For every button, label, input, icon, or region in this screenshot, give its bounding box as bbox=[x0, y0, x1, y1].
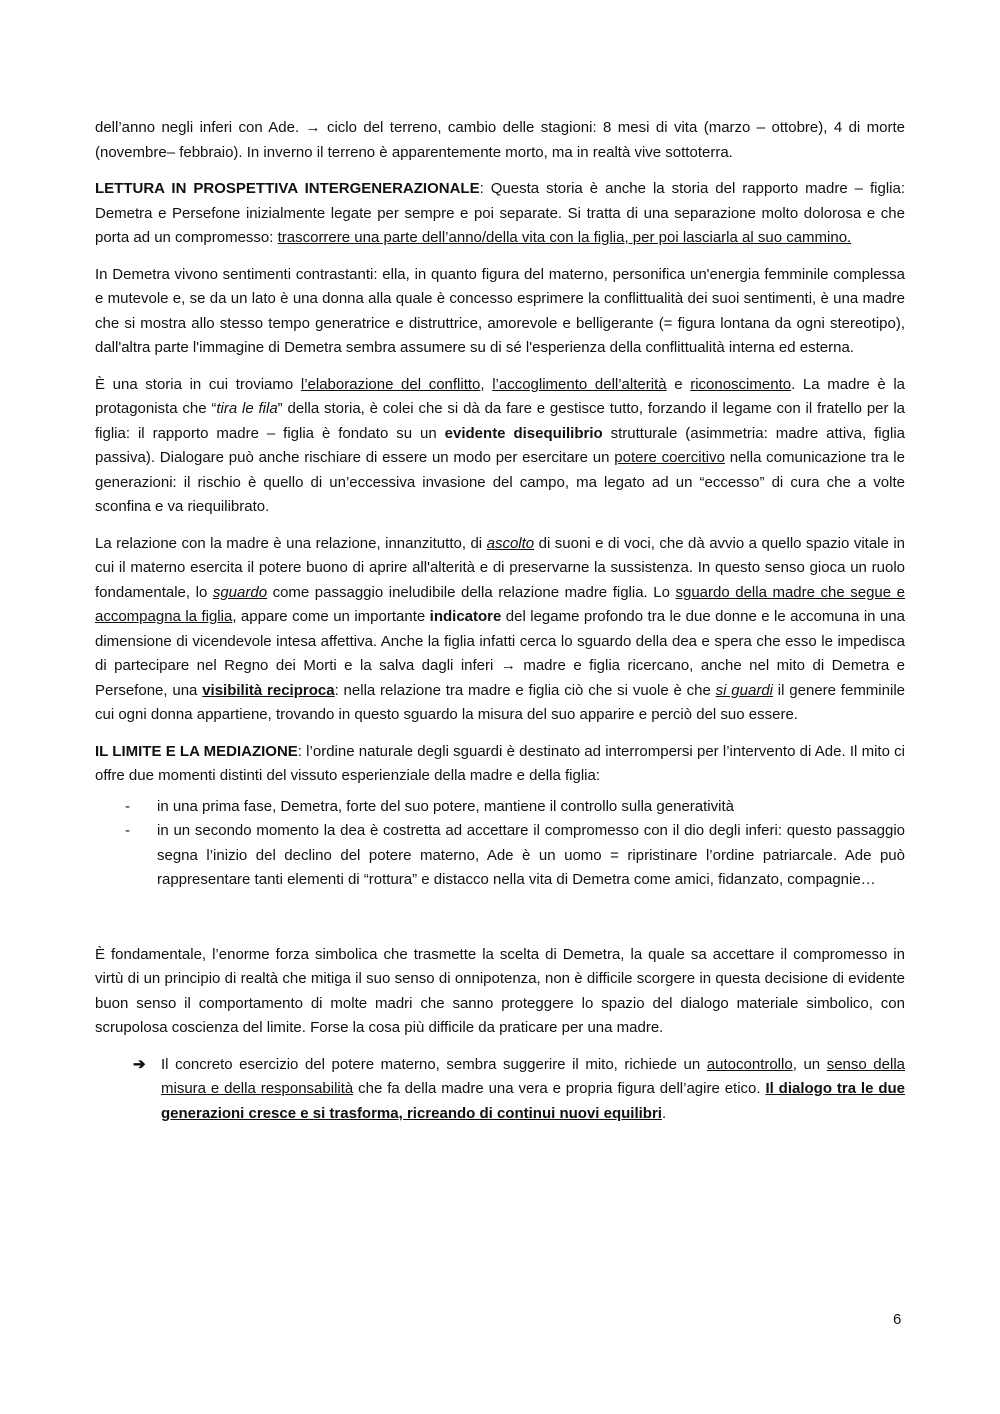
text: . La madre è la protagonista che “ bbox=[95, 375, 905, 417]
text: e bbox=[666, 375, 691, 393]
text: ” della storia, è colei che si dà da fare e gestisce tutto, forzando il legame con il fratello per la figlia: il rapporto madre – figlia è fondato su un bbox=[95, 400, 905, 442]
arrow-bullet-item bbox=[95, 1053, 905, 1127]
underlined-bold-text: Il dialogo tra le due generazioni cresce e si trasforma, ricreando di continui nuovi equilibri bbox=[161, 1080, 905, 1122]
underlined-italic-text: ascolto bbox=[486, 534, 535, 552]
text: È fondamentale, l’enorme forza simbolica che trasmette la scelta di Demetra, la quale sa accettare il compromesso in virtù di un principio di realtà che mitiga il suo senso di onnipotenza, non è difficile scorgere in questa decisione di evidente buon senso il comportamento di molte madri che sanno proteggere lo spazio del dialogo materiale simbolico, con scrupolosa coscienza del limite. Forse la cosa più difficile da praticare per una madre. bbox=[95, 945, 905, 1036]
underlined-text: trascorrere una parte dell’anno/della vita con la figlia, per poi lasciarla al suo cammino. bbox=[277, 229, 852, 246]
text: . bbox=[661, 1104, 667, 1122]
text: ciclo del terreno, cambio delle stagioni: 8 mesi di vita (marzo – ottobre), 4 di morte (novembre– febbraio). In inverno il terreno è apparentemente morto, ma in realtà vive sottoterra. bbox=[95, 119, 906, 161]
text: La relazione con la madre è una relazione, innanzitutto, di bbox=[95, 534, 487, 552]
text: In Demetra vivono sentimenti contrastanti: ella, in quanto figura del materno, personifica un'energia femminile complessa e mutevole e, se da un lato è una donna alla quale è concesso esprimere la conflittualità dei suoi sentimenti, è una madre che si mostra allo stesso tempo generatrice e distruttrice, amorevole e belligerante (= figura lontana da ogni stereotipo), dall'altra parte l'immagine di Demetra sembra assumere su di sé l'esperienza della conflittualità interna ed esterna. bbox=[95, 265, 905, 356]
text: che fa della madre una vera e propria figura dell’agire etico. bbox=[353, 1080, 766, 1097]
text: strutturale (asimmetria: madre attiva, figlia passiva). Dialogare può anche rischiare di essere un modo per esercitare un bbox=[95, 424, 905, 466]
document-page bbox=[95, 116, 905, 1126]
paragraph-demetra-feelings bbox=[95, 263, 905, 361]
text: : nella relazione tra madre e figlia ciò che si vuole è che bbox=[334, 681, 716, 699]
arrow-icon: → bbox=[500, 657, 516, 674]
phase-list bbox=[95, 795, 905, 893]
list-item-text: in una prima fase, Demetra, forte del suo potere, mantiene il controllo sulla generatività bbox=[157, 797, 734, 815]
text: , appare come un importante bbox=[232, 608, 430, 625]
paragraph-symbolic-force bbox=[95, 943, 905, 1041]
arrow-bullet-icon: ➔ bbox=[133, 1055, 146, 1073]
italic-text: tira le fila bbox=[216, 400, 278, 417]
dash-bullet: - bbox=[125, 822, 130, 839]
underlined-text: senso della misura e della responsabilità bbox=[161, 1055, 905, 1097]
text: come passaggio ineludibile della relazione madre figlia. Lo bbox=[267, 583, 676, 601]
text: È una storia in cui troviamo bbox=[95, 375, 301, 393]
text: nella comunicazione tra le generazioni: il rischio è quello di un’eccessiva invasione del campo, ma legato ad un “eccesso” di cura che a volte sconfina e va riequilibrato. bbox=[95, 449, 905, 515]
section-heading: IL LIMITE E LA MEDIAZIONE bbox=[95, 742, 298, 760]
bold-text: indicatore bbox=[429, 608, 502, 625]
spacer bbox=[95, 893, 905, 943]
underlined-text: l’accoglimento dell’alterità bbox=[492, 375, 667, 393]
list-item bbox=[95, 795, 905, 820]
text: madre e figlia ricercano, anche nel mito di Demetra e Persefone, una bbox=[95, 657, 905, 699]
section-heading: LETTURA IN PROSPETTIVA INTERGENERAZIONALE bbox=[95, 180, 480, 197]
underlined-text: sguardo della madre che segue e accompagna la figlia bbox=[95, 583, 905, 625]
paragraph-intergenerational bbox=[95, 177, 905, 251]
page-number: 6 bbox=[893, 1311, 902, 1328]
paragraph-gaze bbox=[95, 532, 905, 728]
underlined-text: l’elaborazione del conflitto bbox=[300, 375, 481, 393]
underlined-text: potere coercitivo bbox=[614, 449, 725, 466]
text: Il concreto esercizio del potere materno, sembra suggerire il mito, richiede un bbox=[161, 1055, 707, 1073]
text: dell’anno negli inferi con Ade. bbox=[95, 119, 306, 136]
underlined-italic-text: si guardi bbox=[715, 681, 773, 699]
list-item-text: in un secondo momento la dea è costretta ad accettare il compromesso con il dio degli inferi: questo passaggio segna l’inizio del declino del potere materno, Ade è un uomo = ripristinare l’ordine patriarcale. Ade può rappresentare tanti elementi di “rottura” e distacco nella vita di Demetra come amici, fidanzato, compagnie… bbox=[157, 822, 905, 888]
text: il genere femminile cui ogni donna appartiene, trovando in questo sguardo la misura del suo apparire e perciò del suo essere. bbox=[95, 681, 905, 723]
text: del legame profondo tra le due donne e le accomuna in una dimensione di vicendevole intesa affettiva. Anche la figlia infatti cerca lo sguardo della dea e spera che esso le impedisca di partecipare nel Regno dei Morti e la salva dagli inferi bbox=[95, 608, 905, 674]
paragraph-limit bbox=[95, 740, 905, 789]
dash-bullet: - bbox=[125, 797, 130, 815]
text: : Questa storia è anche la storia del rapporto madre – figlia: Demetra e Persefone inizialmente legate per sempre e poi separate. Si tratta di una separazione molto dolorosa e che porta ad un compromesso: bbox=[95, 180, 905, 246]
arrow-icon: → bbox=[305, 119, 321, 136]
underlined-bold-text: visibilità reciproca bbox=[202, 681, 335, 699]
text: , bbox=[480, 375, 493, 393]
text: , un bbox=[792, 1055, 827, 1073]
text: : l’ordine naturale degli sguardi è destinato ad interrompersi per l’intervento di Ade. Il mito ci offre due momenti distinti del vissuto esperienziale della madre e della figlia: bbox=[95, 742, 905, 784]
underlined-italic-text: sguardo bbox=[212, 583, 268, 601]
paragraph-conflict bbox=[95, 373, 905, 520]
text: di suoni e di voci, che dà avvio a quello spazio vitale in cui il materno esercita il potere buono di aprire all'alterità e di preservarne la sussistenza. In questo senso gioca un ruolo fondamentale, lo bbox=[95, 534, 905, 601]
list-item bbox=[95, 819, 905, 893]
underlined-text: riconoscimento bbox=[690, 375, 792, 393]
underlined-text: autocontrollo bbox=[706, 1055, 793, 1073]
paragraph-seasons bbox=[95, 116, 905, 165]
bold-text: evidente disequilibrio bbox=[444, 424, 603, 442]
